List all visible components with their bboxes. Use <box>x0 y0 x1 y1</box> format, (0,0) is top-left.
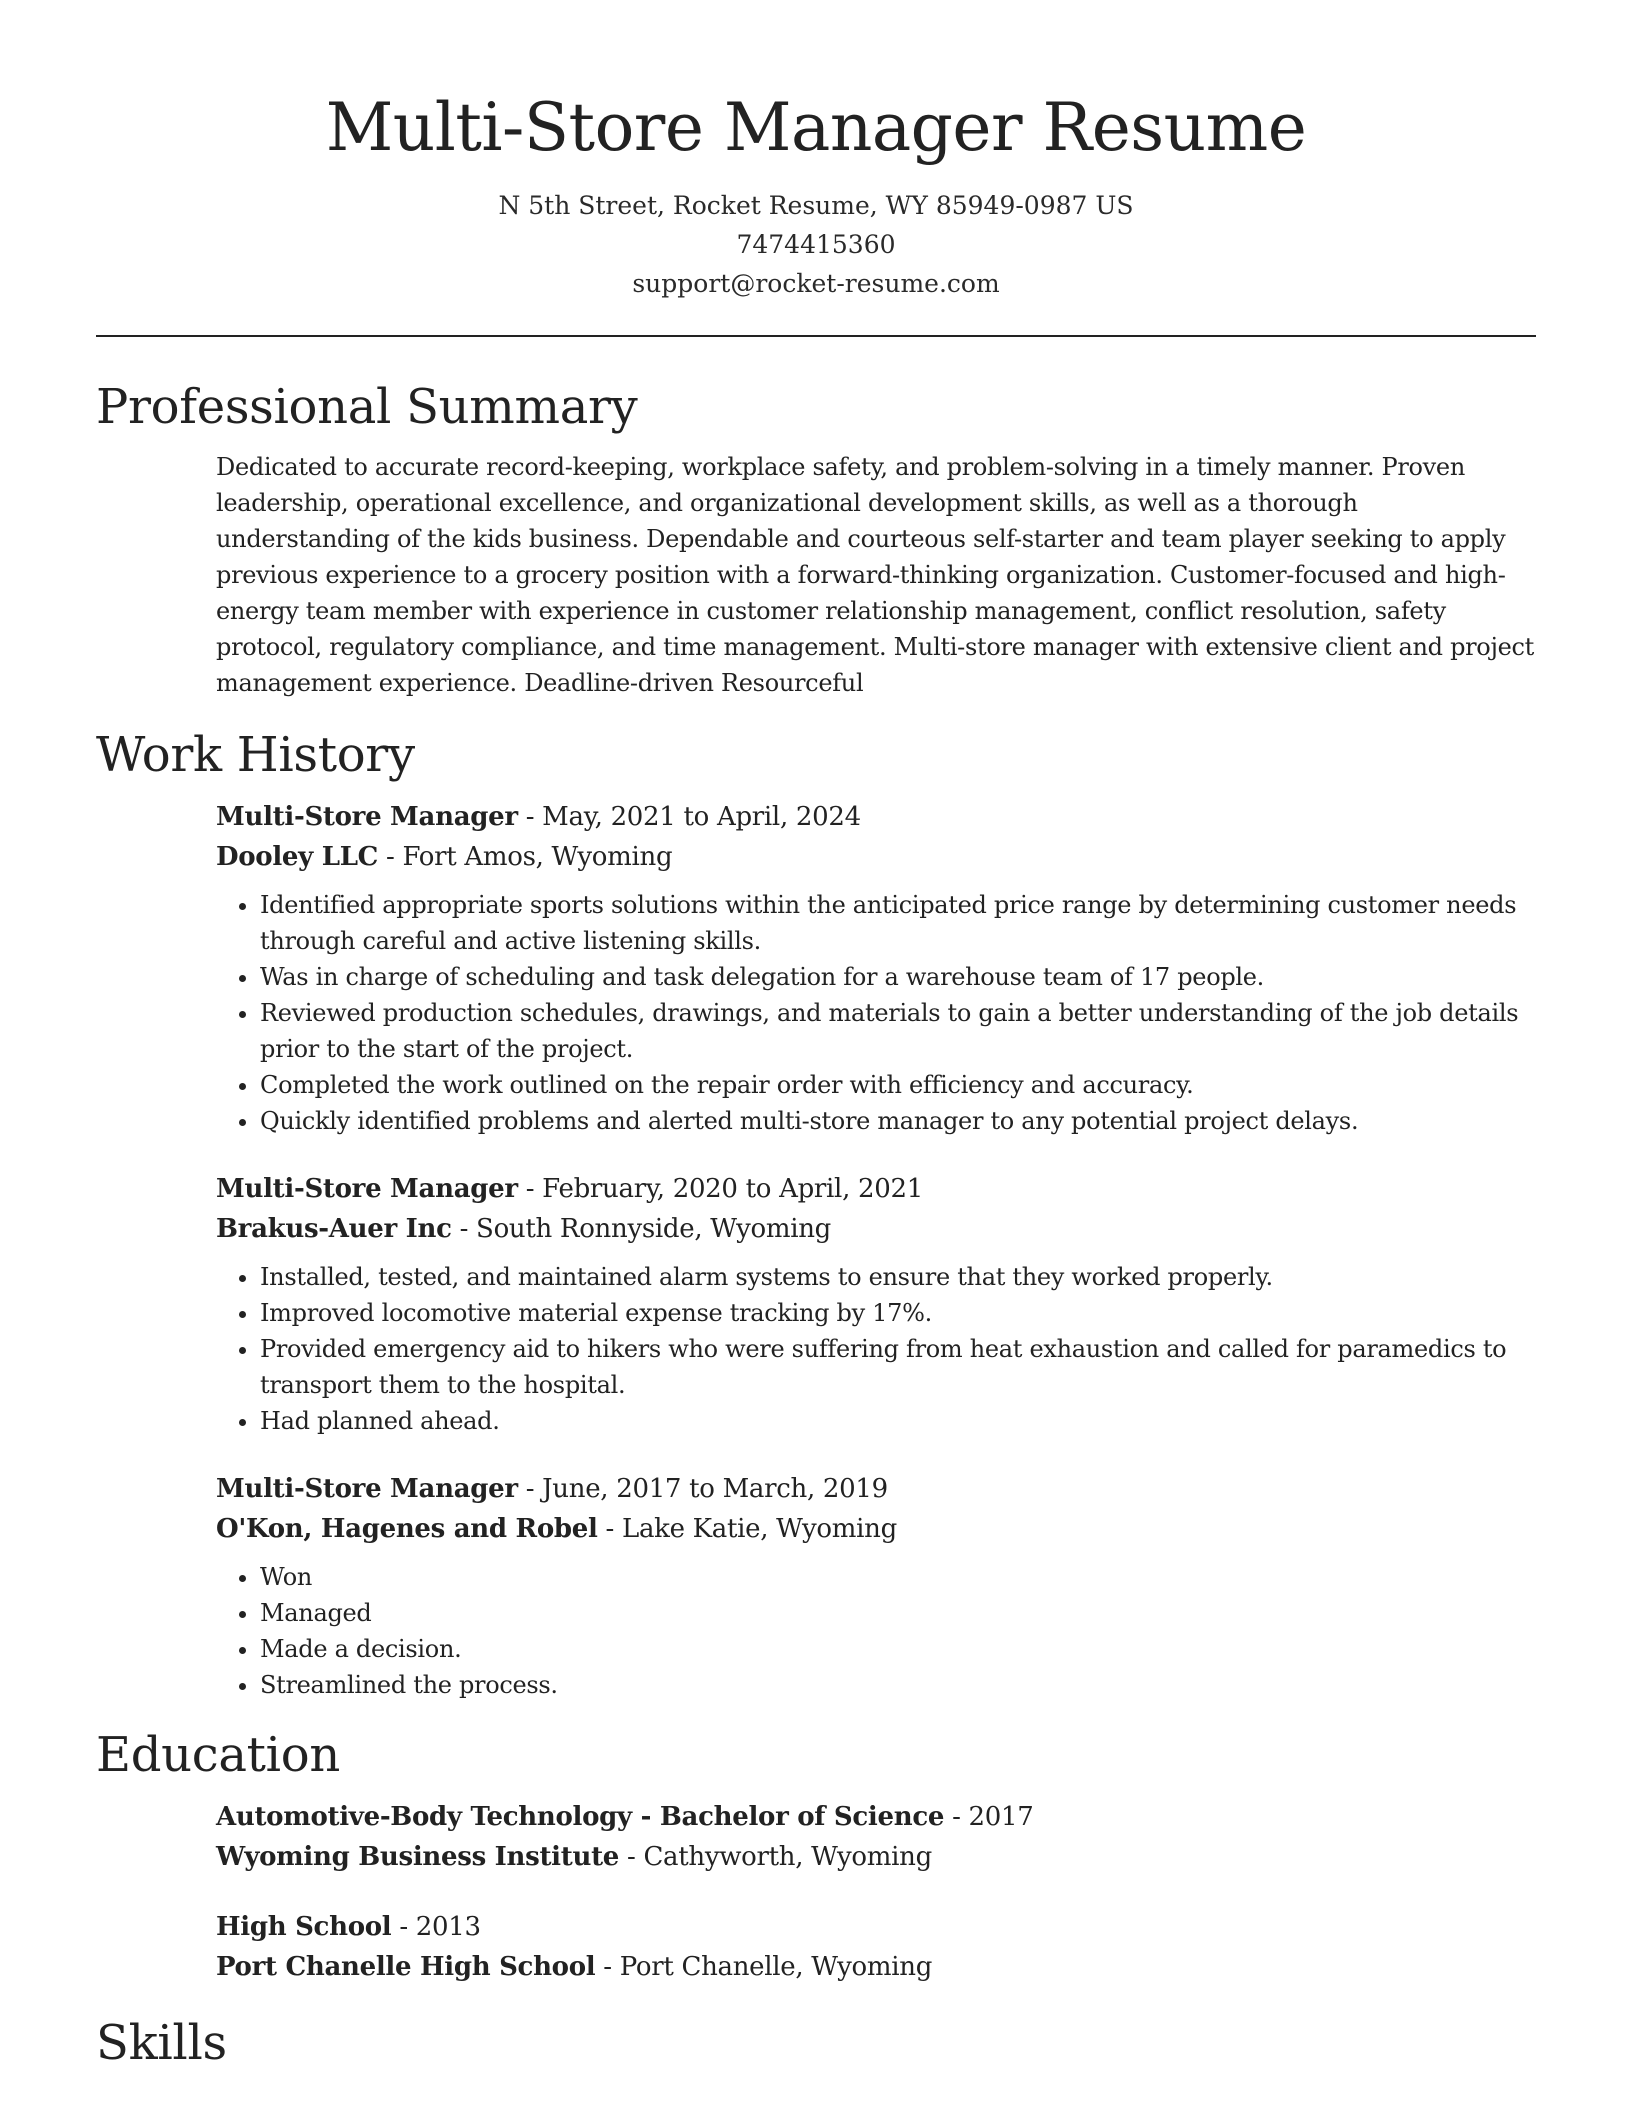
resume-title: Multi-Store Manager Resume <box>325 89 1307 166</box>
job-location: - Fort Amos, Wyoming <box>378 842 673 872</box>
summary-heading: Professional Summary <box>96 379 638 435</box>
education-entry <box>216 1797 1536 1877</box>
education-degree-line <box>216 1907 1536 1947</box>
job-location: - Lake Katie, Wyoming <box>597 1514 897 1544</box>
job-bullet: • Managed <box>260 1595 1536 1631</box>
job-role-line <box>216 1469 1536 1509</box>
job-role: Multi-Store Manager <box>216 802 518 832</box>
education-school-line <box>216 1947 1536 1987</box>
job-bullet: • Made a decision. <box>260 1631 1536 1667</box>
job-bullet: • Streamlined the process. <box>260 1667 1536 1703</box>
work-body <box>216 797 1536 1703</box>
job-dates: - May, 2021 to April, 2024 <box>517 802 861 832</box>
job-entry <box>216 797 1536 1139</box>
address: N 5th Street, Rocket Resume, WY 85949-0987 US <box>498 191 1134 220</box>
header-divider <box>96 335 1536 337</box>
education-year: - 2013 <box>391 1912 481 1942</box>
summary-text: Dedicated to accurate record-keeping, workplace safety, and problem-solving in a timely manner. Proven leadership, operational excellence, and organizational development skills, as well as a thorough understanding of the kids business. Dependable and courteous self-starter and team player seeking to apply previous experience to a grocery position with a forward-thinking organization. Customer-focused and high-energy team member with experience in customer relationship management, conflict resolution, safety protocol, regulatory compliance, and time management. Multi-store manager with extensive client and project management experience. Deadline-driven Resourceful <box>216 453 1534 697</box>
summary-section <box>96 375 1536 701</box>
skills-heading: Skills <box>96 2015 227 2071</box>
job-role: Multi-Store Manager <box>216 1474 518 1504</box>
work-section <box>96 723 1536 1703</box>
job-role-line <box>216 797 1536 837</box>
job-bullet: • Provided emergency aid to hikers who were suffering from heat exhaustion and called for paramedics to transport them to the hospital. <box>260 1331 1536 1403</box>
education-degree: Automotive-Body Technology - Bachelor of Science <box>216 1802 945 1832</box>
job-company: O'Kon, Hagenes and Robel <box>216 1514 598 1544</box>
education-school: Wyoming Business Institute <box>216 1842 620 1872</box>
education-school-line <box>216 1837 1536 1877</box>
education-school: Port Chanelle High School <box>216 1952 596 1982</box>
job-bullet: • Improved locomotive material expense tracking by 17%. <box>260 1295 1536 1331</box>
job-entry <box>216 1169 1536 1439</box>
job-company-line <box>216 1209 1536 1249</box>
job-dates: - June, 2017 to March, 2019 <box>517 1474 888 1504</box>
job-bullet: • Had planned ahead. <box>260 1403 1536 1439</box>
job-bullet: • Installed, tested, and maintained alarm systems to ensure that they worked properly. <box>260 1259 1536 1295</box>
job-bullet: • Won <box>260 1559 1536 1595</box>
education-location: - Port Chanelle, Wyoming <box>595 1952 933 1982</box>
job-company-line <box>216 1509 1536 1549</box>
education-degree: High School <box>216 1912 392 1942</box>
job-entry <box>216 1469 1536 1703</box>
education-body <box>216 1797 1536 1987</box>
job-bullets <box>216 887 1536 1139</box>
work-heading: Work History <box>96 727 415 783</box>
job-bullet: • Reviewed production schedules, drawings, and materials to gain a better understanding of the job details prior to the start of the project. <box>260 995 1536 1067</box>
job-company: Dooley LLC <box>216 842 379 872</box>
email: support@rocket-resume.com <box>632 269 1000 298</box>
education-location: - Cathyworth, Wyoming <box>619 1842 932 1872</box>
job-company-line <box>216 837 1536 877</box>
job-role-line <box>216 1169 1536 1209</box>
job-role: Multi-Store Manager <box>216 1174 518 1204</box>
job-bullets <box>216 1559 1536 1703</box>
resume-header <box>96 0 1536 303</box>
phone: 7474415360 <box>736 230 896 259</box>
job-dates: - February, 2020 to April, 2021 <box>517 1174 923 1204</box>
job-location: - South Ronnyside, Wyoming <box>451 1214 832 1244</box>
job-bullet: • Identified appropriate sports solutions within the anticipated price range by determining customer needs through careful and active listening skills. <box>260 887 1536 959</box>
contact-block <box>96 186 1536 303</box>
summary-body <box>216 449 1536 701</box>
job-bullet: • Completed the work outlined on the repair order with efficiency and accuracy. <box>260 1067 1536 1103</box>
job-company: Brakus-Auer Inc <box>216 1214 452 1244</box>
job-bullet: • Quickly identified problems and alerted multi-store manager to any potential project delays. <box>260 1103 1536 1139</box>
job-bullet: • Was in charge of scheduling and task delegation for a warehouse team of 17 people. <box>260 959 1536 995</box>
skills-section <box>96 2011 1536 2075</box>
resume-page <box>96 0 1536 2075</box>
education-entry <box>216 1907 1536 1987</box>
education-degree-line <box>216 1797 1536 1837</box>
education-section <box>96 1723 1536 1987</box>
education-heading: Education <box>96 1727 340 1783</box>
job-bullets <box>216 1259 1536 1439</box>
education-year: - 2017 <box>944 1802 1034 1832</box>
